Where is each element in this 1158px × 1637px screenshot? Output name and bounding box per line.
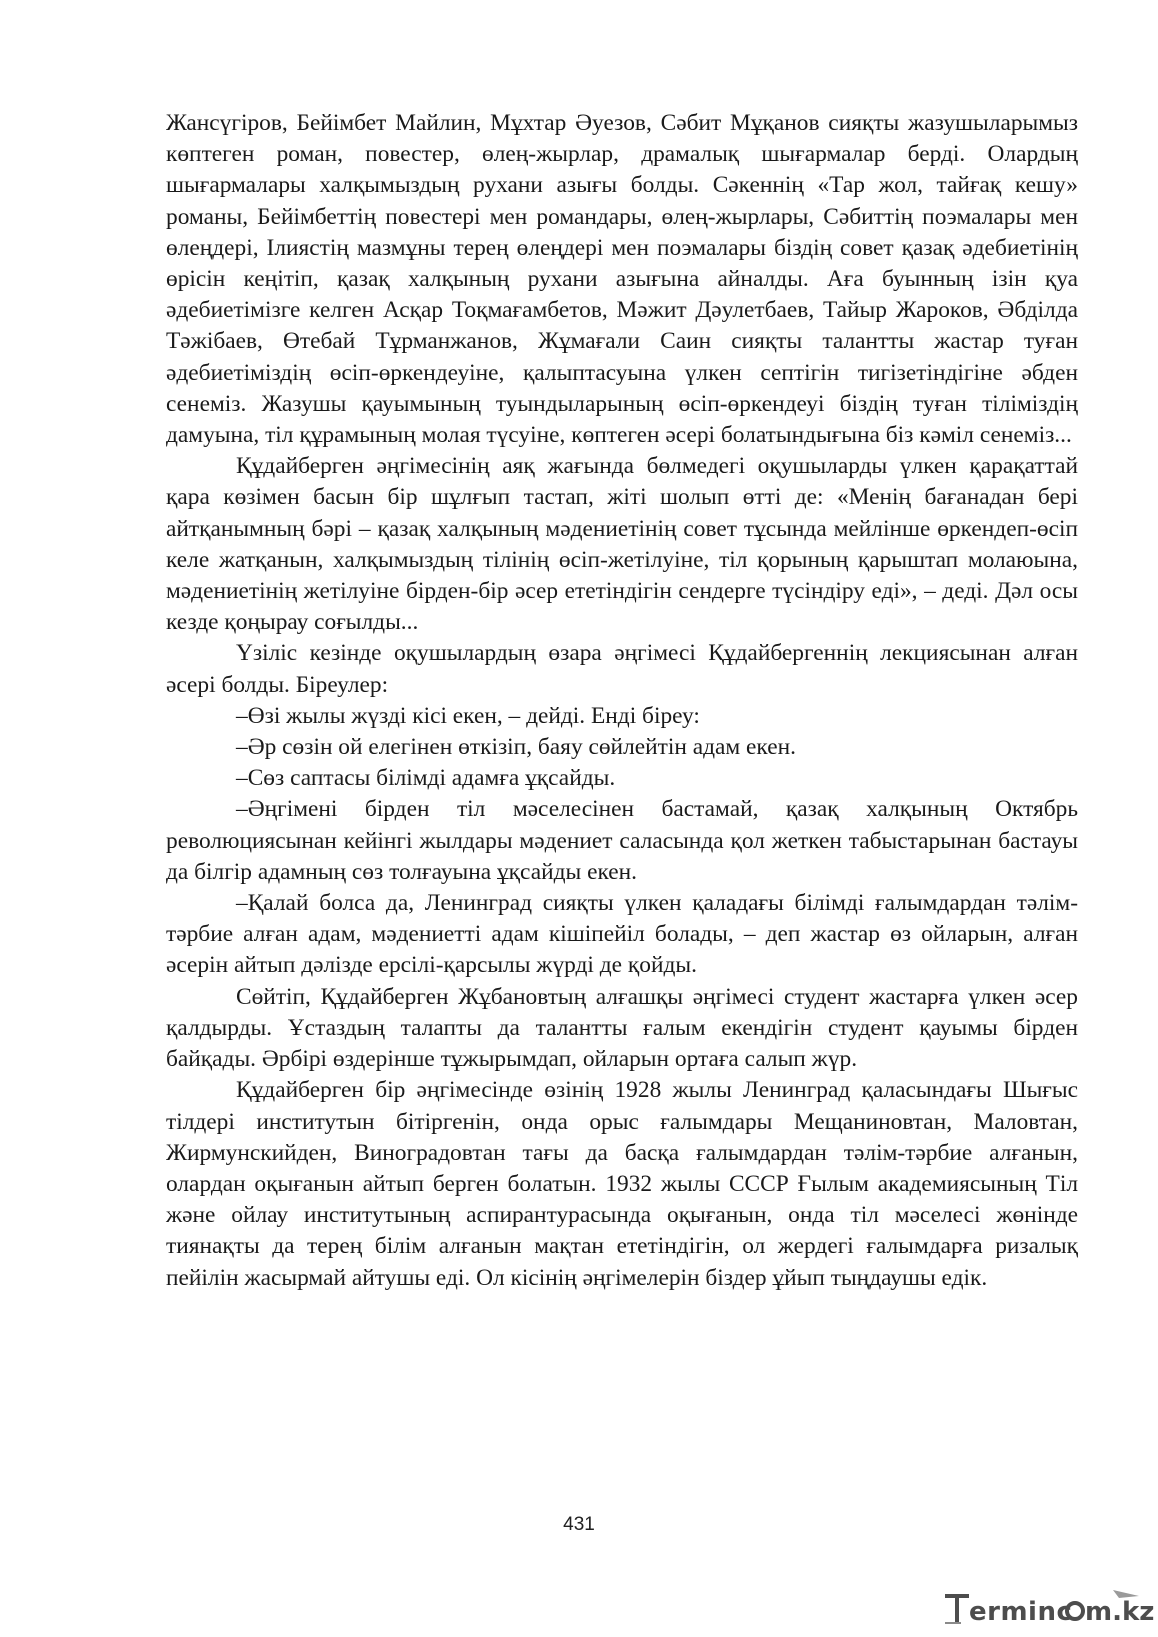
svg-text:m.kz: m.kz — [1085, 1597, 1155, 1627]
body-text — [166, 108, 1078, 1294]
paragraph-8: –Қалай болса да, Ленинград сияқты үлкен қаладағы білімді ғалымдардан тәлім-тәрбие алған адам, мәдениетті адам кішіпейіл болады, – деп жастар өз ойларын, алған әсерін айтып дәлізде ерсілі-қарсылы жүрді де қойды. — [166, 890, 1078, 979]
svg-text:erminc: erminc — [969, 1597, 1073, 1627]
paragraph-1: Жансүгіров, Бейімбет Майлин, Мұхтар Әуезов, Сәбит Мұқанов сияқты жазушыларымыз көптеген роман, повестер, өлең-жырлар, драмалық шығармалар берді. Олардың шығармалары халқымыздың рухани азығы болды. Сәкеннің «Тар жол, тайғақ кешу» романы, Бейімбеттің повестері мен романдары, өлең-жырлары, Сәбиттің поэмалары мен өлеңдері, Ілиястің мазмұны терең өлеңдері мен поэмалары біздің совет қазақ әдебиетінің өрісін кеңітіп, қазақ халқының рухани азығына айналды. Аға буынның ізін қуа әдебиетімізге келген Асқар Тоқмағамбетов, Мәжит Дәулетбаев, Тайыр Жароков, Әбділда Тәжібаев, Өтебай Тұрманжанов, Жұмағали Саин сияқты талантты жастар туған әдебиетіміздің өсіп-өркендеуіне, қалыптасуына үлкен септігін тигізетіндігіне әбден сенеміз. Жазушы қауымының туындыларының өсіп-өркендеуі біздің туған тіліміздің дамуына, тіл құрамының молая түсуіне, көптеген әсері болатындығына біз кәміл сенеміз... — [166, 110, 1078, 449]
page-number: 431 — [563, 1514, 595, 1535]
paragraph-6: –Сөз саптасы білімді адамға ұқсайды. — [236, 765, 616, 792]
paragraph-4: –Өзі жылы жүзді кісі екен, – дейді. Енді біреу: — [236, 702, 700, 729]
termincom-logo — [943, 1588, 1155, 1632]
paragraph-3: Үзіліс кезінде оқушылардың өзара әңгімесі Құдайбергеннің лекциясынан алған әсері болды. Біреулер: — [166, 640, 1078, 698]
paragraph-2: Құдайберген әңгімесінің аяқ жағында бөлмедегі оқушыларды үлкен қарақаттай қара көзімен басын бір шұлғып тастап, жіті шолып өтті де: «Менің бағанадан бері айтқанымның бәрі – қазақ халқының мәдениетінің совет тұсында мейлінше өркендеп-өсіп келе жатқанын, халқымыздың тілінің өсіп-жетілуіне, тіл қорының қарыштап молаюына, мәдениетінің жетілуіне бірден-бір әсер ететіндігін сендерге түсіндіру еді», – деді. Дәл осы кезде қоңырау соғылды... — [166, 453, 1078, 636]
paragraph-9: Сөйтіп, Құдайберген Жұбановтың алғашқы әңгімесі студент жастарға үлкен әсер қалдырды. Ұстаздың талапты да талантты ғалым екендігін студент қауымы бірден байқады. Әрбірі өздерінше тұжырымдап, ойларын ортаға салып жүр. — [166, 983, 1078, 1073]
paragraph-7: –Әңгімені бірден тіл мәселесінен бастамай, қазақ халқының Октябрь революциясынан кейінгі жылдары мәдениет саласында қол жеткен табыстарынан бастауы да білгір адамның сөз толғауына ұқсайды екен. — [166, 796, 1078, 885]
paragraph-5: –Әр сөзін ой елегінен өткізіп, баяу сөйлейтін адам екен. — [236, 734, 796, 761]
paragraph-10: Құдайберген бір әңгімесінде өзінің 1928 жылы Ленинград қаласындағы Шығыс тілдері институтын бітіргенін, онда орыс ғалымдары Мещаниновтан, Маловтан, Жирмунскийден, Виноградовтан тағы да басқа ғалымдардан тәлім-тәрбие алғанын, олардан оқығанын айтып берген болатын. 1932 жылы СССР Ғылым академиясының Тіл және ойлау институтының аспирантурасында оқығанын, онда тіл мәселесі жөнінде тиянақты да терең білім алғанын мақтан ететіндігін, ол жердегі ғалымдарға ризалық пейілін жасырмай айтушы еді. Ол кісінің әңгімелерін біздер ұйып тыңдаушы едік. — [166, 1077, 1078, 1291]
